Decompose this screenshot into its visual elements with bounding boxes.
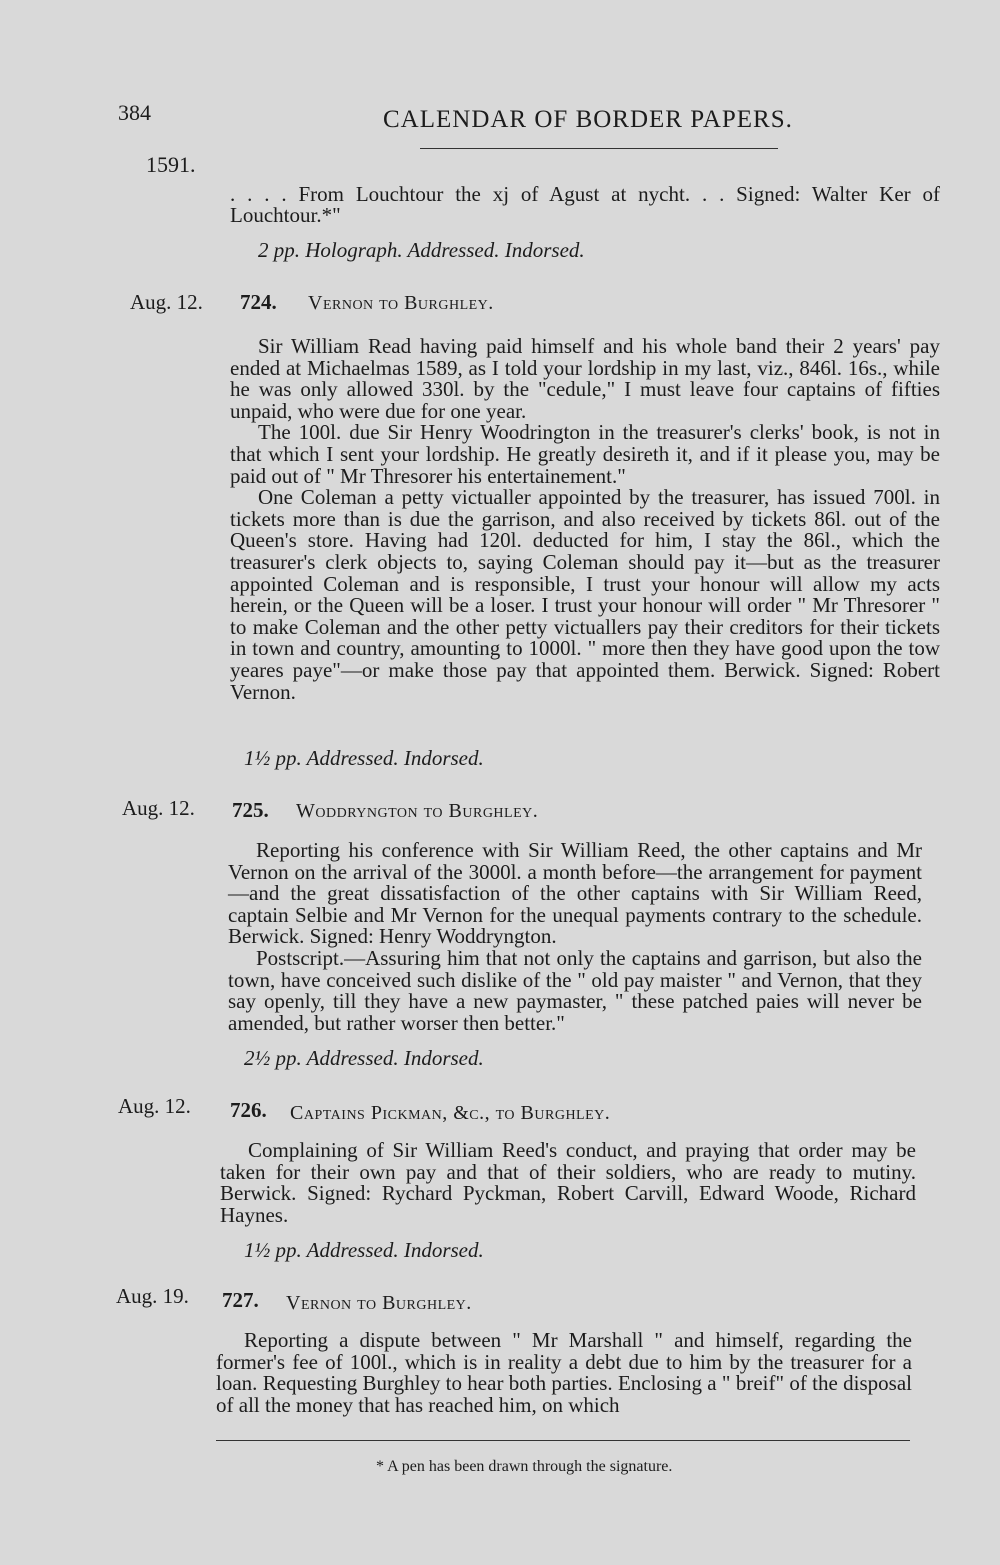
entry-date: Aug. 12. xyxy=(122,796,195,820)
entry-paragraph: Reporting a dispute between " Mr Marshall " and himself, regarding the former's fee of 100l., which is in reality a debt due to him by the treasurer for a loan. Requesting Burghley to hear both parties. Enclosing a " breif" of the disposal of all the money that has reached him, on which xyxy=(216,1328,912,1417)
intro-text xyxy=(230,184,940,226)
entry-title: Captains Pickman, &c., to Burghley. xyxy=(290,1102,611,1124)
entry-date: Aug. 12. xyxy=(118,1094,191,1118)
entry-paragraph: Complaining of Sir William Reed's conduct, and praying that order may be taken for their own pay and that of their soldiers, who are ready to mutiny. Berwick. Signed: Rychard Pyckman, Robert Carvill, Edward Woode, Richard Haynes. xyxy=(220,1138,916,1227)
entry-date: Aug. 19. xyxy=(116,1284,189,1308)
footnote: * A pen has been drawn through the signature. xyxy=(376,1458,673,1475)
entry-paragraph: The 100l. due Sir Henry Woodrington in the treasurer's clerks' book, is not in that which I sent your lordship. He greatly desireth it, and if it please you, may be paid out of " Mr Thresorer his entertainement." xyxy=(230,420,940,488)
entry-paragraph: Reporting his conference with Sir William Reed, the other captains and Mr Vernon on the arrival of the 3000l. a month before—the arrangement for payment—and the great dissatisfaction of the other captains with Sir William Reed, captain Selbie and Mr Vernon for the unequal payments contrary to the schedule. Berwick. Signed: Henry Woddryngton. xyxy=(228,838,922,949)
intro-meta: 2 pp. Holograph. Addressed. Indorsed. xyxy=(258,238,585,262)
year-label: 1591. xyxy=(146,152,196,177)
entry-body xyxy=(216,1330,912,1416)
page-number: 384 xyxy=(118,100,151,125)
entry-title: Vernon to Burghley. xyxy=(308,292,494,314)
entry-body xyxy=(228,840,922,1034)
entry-date: Aug. 12. xyxy=(130,290,203,314)
header-rule xyxy=(420,148,778,149)
entry-paragraph: Sir William Read having paid himself and his whole band their 2 years' pay ended at Michaelmas 1589, as I told your lordship in my last, viz., 846l. 16s., while he was only allowed 330l. by the "cedule," I must leave four captains of fifties unpaid, who were due for one year. xyxy=(230,334,940,423)
entry-body xyxy=(230,336,940,703)
intro-paragraph: . . . . From Louchtour the xj of Agust at nycht. . . Signed: Walter Ker of Louchtour.*" xyxy=(230,182,940,227)
entry-title: Vernon to Burghley. xyxy=(286,1292,472,1314)
entry-number: 727. xyxy=(222,1288,259,1312)
running-title: CALENDAR OF BORDER PAPERS. xyxy=(383,106,793,133)
entry-paragraph: One Coleman a petty victualler appointed by the treasurer, has issued 700l. in tickets more than is due the garrison, and also received by tickets 86l. out of the Queen's store. Having had 120l. deducted for him, I stay the 86l., which the treasurer's clerk objects to, saying Coleman should pay it—but as the treasurer appointed Coleman and is responsible, I trust your honour will allow my acts herein, or the Queen will be a loser. I trust your honour will order " Mr Thresorer " to make Coleman and the other petty victuallers pay their creditors for their tickets in town and country, amounting to 1000l. " more then they have good upon the tow yeares paye"—or make those pay that appointed them. Berwick. Signed: Robert Vernon. xyxy=(230,485,940,704)
footnote-rule xyxy=(216,1440,910,1441)
entry-meta: 1½ pp. Addressed. Indorsed. xyxy=(244,1238,484,1262)
entry-meta: 2½ pp. Addressed. Indorsed. xyxy=(244,1046,484,1070)
entry-number: 726. xyxy=(230,1098,267,1122)
entry-title: Woddryngton to Burghley. xyxy=(296,800,539,822)
entry-number: 724. xyxy=(240,290,277,314)
entry-paragraph: Postscript.—Assuring him that not only the captains and garrison, but also the town, have conceived such dislike of the " old pay maister " and Vernon, that they say openly, till they have a new paymaster, " these patched paies will never be amended, but rather worser then better." xyxy=(228,945,922,1035)
entry-number: 725. xyxy=(232,798,269,822)
entry-body xyxy=(220,1140,916,1226)
entry-meta: 1½ pp. Addressed. Indorsed. xyxy=(244,746,484,770)
